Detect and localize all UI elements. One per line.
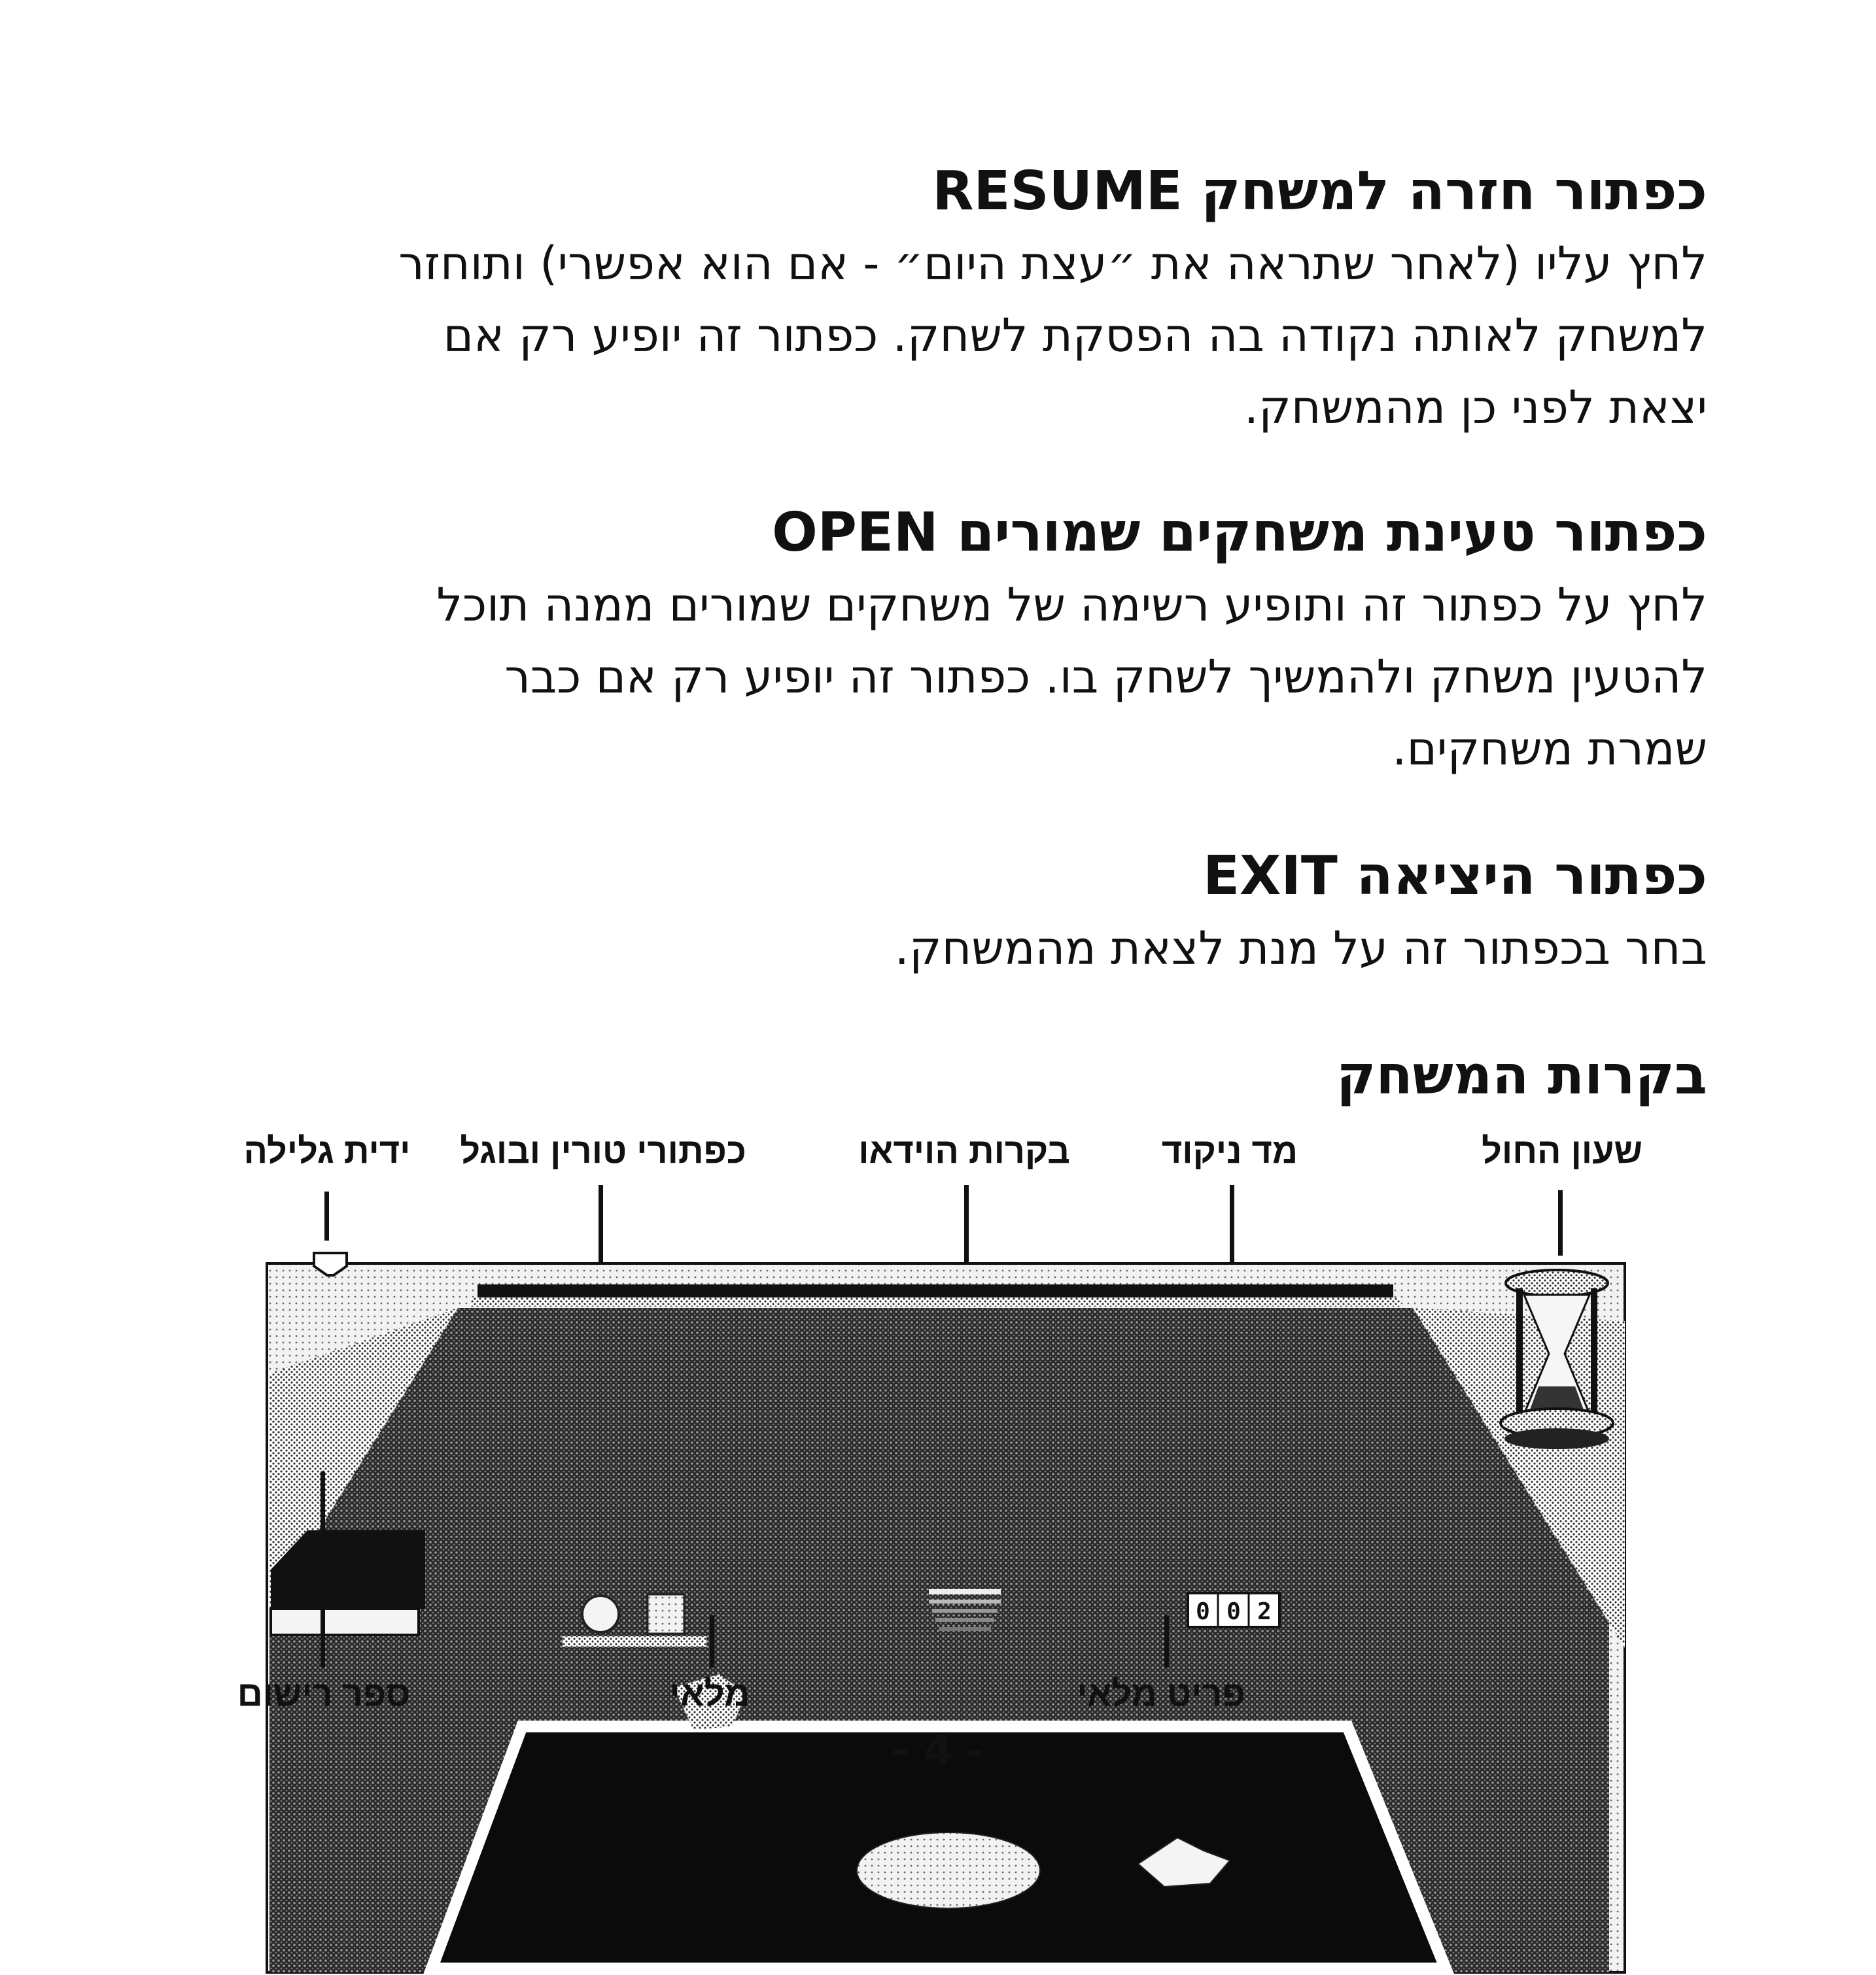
label-torin-bogle-buttons: כפתורי טורין ובוגל bbox=[460, 1131, 746, 1171]
section-controls bbox=[137, 1040, 1707, 1112]
resume-heading: כפתור חזרה למשחק RESUME bbox=[932, 160, 1707, 222]
score-digit-3: 2 bbox=[1257, 1598, 1272, 1625]
game-screen-diagram bbox=[262, 1243, 1629, 1975]
label-video-controls: בקרות הוידאו bbox=[858, 1131, 1070, 1171]
buttons-shelf bbox=[563, 1636, 706, 1647]
torin-button[interactable] bbox=[582, 1596, 619, 1632]
wall-top-strip bbox=[471, 1297, 1400, 1307]
open-heading: כפתור טעינת משחקים שמורים OPEN bbox=[772, 502, 1707, 564]
open-line-1: לחץ על כפתור זה ותופיע רשימה של משחקים שמורים ממנה תוכל bbox=[436, 578, 1707, 632]
score-digit-2: 0 bbox=[1226, 1598, 1241, 1625]
label-scroll-handle: ידית גלילה bbox=[243, 1131, 411, 1171]
score-counter bbox=[1188, 1593, 1279, 1627]
inventory-item-oval[interactable] bbox=[857, 1832, 1040, 1908]
pointer-scroll-handle bbox=[324, 1192, 329, 1241]
open-line-3: שמרת משחקים. bbox=[1392, 722, 1707, 776]
label-log-book: ספר רישום bbox=[237, 1674, 411, 1713]
pointer-inventory-item bbox=[1164, 1615, 1169, 1668]
section-resume bbox=[137, 156, 1707, 443]
exit-heading: כפתור היציאה EXIT bbox=[1203, 845, 1707, 907]
label-inventory-item: פריט מלאי bbox=[1077, 1674, 1245, 1713]
wall-top-bar bbox=[478, 1284, 1393, 1297]
section-exit bbox=[137, 840, 1707, 984]
pointer-log-book bbox=[321, 1471, 325, 1668]
resume-line-2: למשחק לאותה נקודה בה הפסקת לשחק. כפתור זה יופיע רק אם bbox=[443, 309, 1707, 362]
resume-line-3: יצאת לפני כן מהמשחק. bbox=[1243, 381, 1707, 434]
exit-line-1: בחר בכפתור זה על מנת לצאת מהמשחק. bbox=[894, 921, 1707, 975]
page-number: - 4 - bbox=[891, 1726, 985, 1775]
log-book[interactable] bbox=[271, 1530, 425, 1635]
game-screen bbox=[267, 1253, 1625, 1972]
section-open bbox=[137, 497, 1707, 785]
bogle-button[interactable] bbox=[648, 1594, 684, 1634]
score-digit-1: 0 bbox=[1196, 1598, 1210, 1625]
open-line-2: להטעין משחק ולהמשיך לשחק בו. כפתור זה יופיע רק אם כבר bbox=[504, 650, 1707, 704]
label-inventory: מלאי bbox=[669, 1674, 750, 1713]
label-hourglass: שעון החול bbox=[1482, 1131, 1642, 1171]
controls-heading: בקרות המשחק bbox=[1336, 1044, 1707, 1107]
label-score-meter: מד ניקוד bbox=[1161, 1131, 1298, 1171]
pointer-inventory bbox=[710, 1615, 714, 1668]
resume-line-1: לחץ עליו (לאחר שתראה את ״עצת היום״ - אם הוא אפשרי) ותוחזר bbox=[398, 237, 1707, 290]
hourglass-icon bbox=[1501, 1270, 1613, 1449]
